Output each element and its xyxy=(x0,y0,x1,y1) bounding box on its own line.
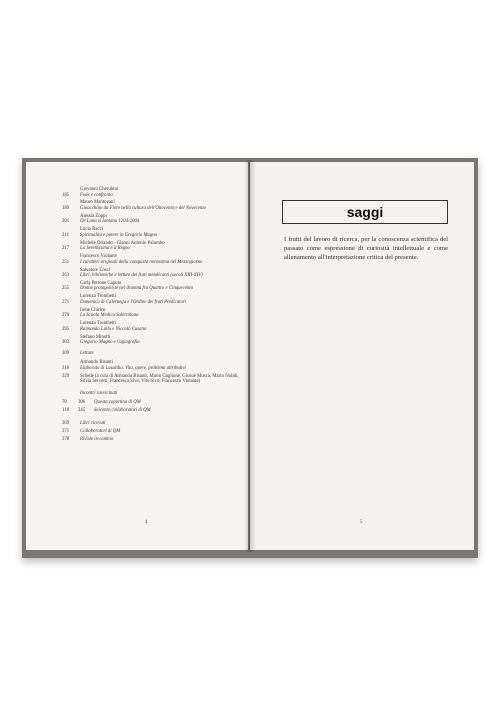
entry-title: Elaborato di Lasardio. Vita, opere, problemi attributivi xyxy=(80,365,186,371)
section-heading: saggi xyxy=(346,204,384,220)
entry-title: Spiritualità e potere in Gregorio Magno xyxy=(80,232,158,238)
toc-entry xyxy=(62,268,244,279)
section-page: 309 xyxy=(62,350,70,356)
entry-title: Questa copertina di QM xyxy=(94,400,141,406)
entry-author: Lorenza Trombetti xyxy=(80,294,116,300)
entry-title: Libri ricevuti xyxy=(80,420,106,426)
toc-entry xyxy=(62,400,244,406)
entry-author: Irene Chirico xyxy=(80,307,106,313)
toc-entry xyxy=(62,294,244,305)
entry-page-alt: 306 xyxy=(78,400,86,406)
toc-entries xyxy=(62,187,244,346)
entry-page: 271 xyxy=(62,299,70,305)
entry-title: La Serenissima e il Regno xyxy=(80,246,130,252)
toc-entry xyxy=(62,408,244,414)
entry-title: Donne protagoniste nei drammi fra Quattro e Cinquecento xyxy=(80,286,194,292)
entry-page: 201 xyxy=(62,219,70,225)
entry-title: Gioacchino da Fiore nella cultura dell'Ottocento e del Novecento xyxy=(80,205,207,211)
toc-entry xyxy=(62,308,244,319)
entry-page: 189 xyxy=(62,205,70,211)
right-page-number: 5 xyxy=(360,520,363,525)
entry-page: 185 xyxy=(62,192,70,198)
entry-page: 371 xyxy=(62,428,70,434)
toc-entry xyxy=(62,281,244,292)
entry-author: Michele Orlando - Gianni Antonio Palumbo xyxy=(80,240,165,246)
entry-author: Armando Bisanti xyxy=(80,360,113,366)
entry-page: 217 xyxy=(62,246,70,252)
entry-title: Raimondo Lullo e Niccolò Cusano xyxy=(80,326,147,332)
entry-author: Alessia Zoppi xyxy=(80,213,107,219)
section-description: I frutti del lavoro di ricerca, per la conoscenza scientifica del passato come espressione di curiosità intellettuale e come allenamento all'interpretazione critica del presente. xyxy=(284,236,448,261)
left-page-number: 4 xyxy=(145,520,148,525)
entry-title: Riviste in cambio xyxy=(80,436,114,442)
section-letture xyxy=(62,351,244,357)
entry-author: Giovanni Cherubini xyxy=(80,187,119,192)
entry-page: 70 xyxy=(62,400,67,406)
entry-title: Libri, biblioteche e letture dei frati mendicanti (secoli XIII-XIV) xyxy=(80,273,203,279)
toc-entry xyxy=(62,335,244,346)
entry-title: Collaboratori di QM xyxy=(80,428,121,434)
entry-title: De Luna si Iontano 1204-2004 xyxy=(80,219,140,225)
entry-page: 263 xyxy=(62,273,70,279)
entry-page: 369 xyxy=(62,420,70,426)
book-gutter xyxy=(244,160,256,552)
entry-title: Domenico di Caleruega e l'Ordine dei frati Predicatori xyxy=(80,299,187,305)
entry-author: Mauro Mantovani xyxy=(80,200,115,206)
section-title: Letture xyxy=(80,350,94,356)
toc-entry xyxy=(62,360,244,371)
table-of-contents xyxy=(62,187,244,445)
toc-entry xyxy=(62,437,244,443)
entry-page-alt: 345 xyxy=(78,408,86,414)
toc-entry xyxy=(62,254,244,265)
entry-title: Gregorio Magno e l'agiografia xyxy=(80,340,140,346)
section-title: Incontri ravvicinati xyxy=(80,390,118,396)
toc-entry xyxy=(62,241,244,252)
entry-author: Salvatore Losci xyxy=(80,267,110,273)
entry-page: 329 xyxy=(62,373,70,379)
toc-entry xyxy=(62,421,244,427)
toc-entry xyxy=(62,227,244,238)
entry-page: 255 xyxy=(62,286,70,292)
entry-page: 251 xyxy=(62,259,70,265)
entry-title: Seicento collaboratori di QM xyxy=(94,408,151,414)
entry-text: Schede (a cura di Armando Bisanti, Mario Gaglione, Giosuè Musca, Mario Nobili, Silvia Servetti, Francesca Sivo, Vito Sivo, Francesco Violante) xyxy=(80,373,239,385)
toc-entry xyxy=(62,214,244,225)
entry-title: La Scuola Medica Salernitana xyxy=(80,313,139,319)
section-heading-box xyxy=(282,200,448,224)
entry-title: Fede e confronto xyxy=(80,192,113,198)
entry-author: Francesco Violante xyxy=(80,254,117,260)
entry-page: 378 xyxy=(62,436,70,442)
toc-entry xyxy=(62,187,244,198)
entry-page: 279 xyxy=(62,313,70,319)
entry-author: Stefano Minotti xyxy=(80,334,111,340)
entry-title: I caratteri originali della conquista normanna nel Mezzogiorno xyxy=(80,259,203,265)
entry-author: Lucia Bacci xyxy=(80,227,104,233)
entry-page: 211 xyxy=(62,232,70,238)
toc-entry xyxy=(62,374,244,385)
section-incontri xyxy=(62,391,244,397)
toc-entry xyxy=(62,321,244,332)
toc-entry xyxy=(62,429,244,435)
entry-page: 118 xyxy=(62,408,70,414)
entry-author: Lorenza Trombetti xyxy=(80,321,116,327)
entry-page: 310 xyxy=(62,365,70,371)
entry-author: Carla Petrone Caputo xyxy=(80,280,122,286)
toc-entry xyxy=(62,200,244,211)
entry-page: 303 xyxy=(62,340,70,346)
entry-page: 295 xyxy=(62,326,70,332)
